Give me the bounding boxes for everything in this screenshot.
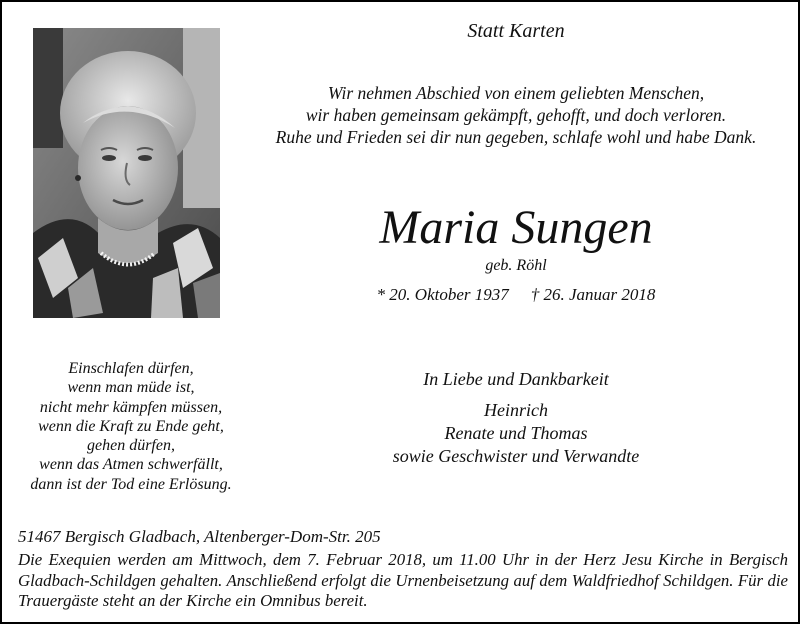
mourners-block — [346, 368, 686, 468]
verse-line: wir haben gemeinsam gekämpft, gehofft, und doch verloren. — [305, 105, 727, 125]
mourner-name: Heinrich — [484, 400, 548, 420]
poem-line: wenn man müde ist, — [67, 379, 195, 397]
birth-date: * 20. Oktober 1937 — [376, 285, 509, 304]
portrait-photo-art — [33, 28, 220, 318]
funeral-notice: Die Exequien werden am Mittwoch, dem 7. Februar 2018, um 11.00 Uhr in der Herz Jesu Kirche in Bergisch Gladbach-Schildgen gehalten. Anschließend erfolgt die Urnenbeisetzung auf dem Waldfriedhof Schildgen. Für die Trauergäste steht an der Kirche ein Omnibus bereit. — [18, 550, 788, 610]
poem — [16, 359, 246, 494]
life-dates — [242, 285, 790, 305]
portrait-photo — [33, 28, 220, 318]
memorial-verse — [242, 82, 790, 148]
poem-line: gehen dürfen, — [87, 437, 175, 455]
poem-line: wenn das Atmen schwerfällt, — [39, 456, 223, 474]
maiden-name: geb. Röhl — [485, 257, 547, 274]
deceased-name: Maria Sungen — [379, 201, 653, 254]
verse-line: Wir nehmen Abschied von einem geliebten Menschen, — [327, 83, 705, 103]
header-text: Statt Karten — [467, 20, 565, 42]
death-date: † 26. Januar 2018 — [530, 285, 656, 304]
mourners-intro: In Liebe und Dankbarkeit — [423, 369, 609, 389]
verse-line: Ruhe und Frieden sei dir nun gegeben, schlafe wohl und habe Dank. — [275, 127, 757, 147]
poem-line: wenn die Kraft zu Ende geht, — [38, 417, 224, 435]
family-address: 51467 Bergisch Gladbach, Altenberger-Dom-Str. 205 — [18, 527, 381, 546]
mourner-name: sowie Geschwister und Verwandte — [392, 446, 640, 466]
mourner-name: Renate und Thomas — [444, 423, 588, 443]
poem-line: Einschlafen dürfen, — [68, 360, 194, 377]
poem-line: nicht mehr kämpfen müssen, — [39, 398, 223, 416]
poem-line: dann ist der Tod eine Erlösung. — [30, 475, 232, 493]
